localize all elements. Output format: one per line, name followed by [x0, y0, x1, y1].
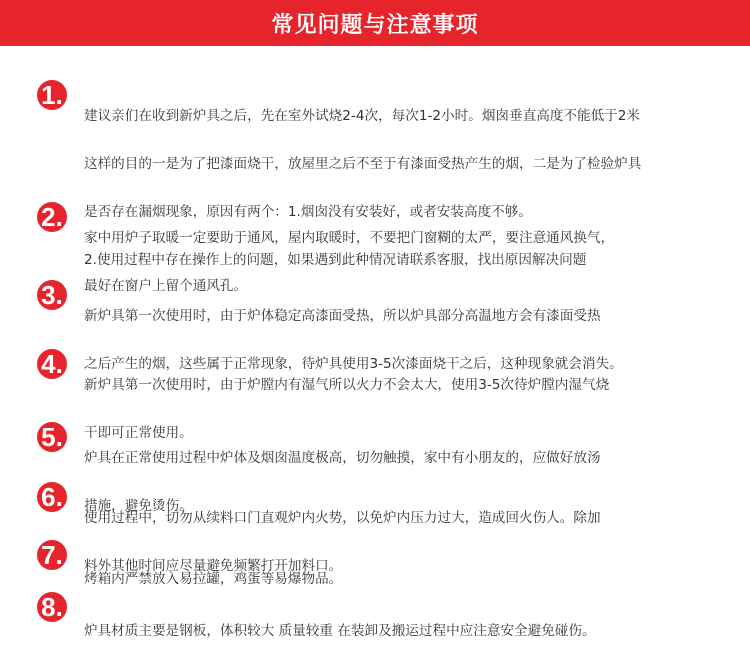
text-line: 烤箱内严禁放入易拉罐，鸡蛋等易爆物品。	[84, 571, 343, 587]
number-badge	[37, 280, 67, 310]
number-badge	[37, 422, 67, 452]
text-line: 料外其他时间应尽量避免频繁打开加料口。	[84, 558, 343, 574]
text-line: 新炉具第一次使用时，由于炉膛内有湿气所以火力不会太大，使用3-5次待炉膛内湿气烧	[84, 377, 610, 393]
text-line: 是否存在漏烟现象，原因有两个：1.烟囱没有安装好，或者安装高度不够。	[84, 204, 532, 220]
text-line: 新炉具第一次使用时，由于炉体稳定高漆面受热，所以炉具部分高温地方会有漆面受热	[84, 308, 601, 324]
text-line: 措施，避免烫伤。	[84, 498, 193, 514]
number-badge-label: 6.	[41, 482, 63, 512]
number-badge	[37, 349, 67, 379]
number-badge-label: 2.	[41, 202, 63, 232]
text-line: 之后产生的烟，这些属于正常现象，待炉具使用3-5次漆面烧干之后，这种现象就会消失。	[84, 356, 623, 372]
text-line: 2.使用过程中存在操作上的问题，如果遇到此种情况请联系客服，找出原因解决问题	[84, 252, 587, 268]
number-badge-label: 4.	[41, 349, 63, 379]
number-badge-label: 3.	[41, 280, 63, 310]
page-title: 常见问题与注意事项	[271, 12, 479, 38]
faq-text	[84, 595, 744, 667]
text-line: 家中用炉子取暖一定要助于通风，屋内取暖时，不要把门窗糊的太严，要注意通风换气，	[84, 230, 615, 246]
number-badge	[37, 540, 67, 570]
number-badge	[37, 202, 67, 232]
number-badge-label: 8.	[41, 592, 63, 622]
number-badge-label: 1.	[41, 80, 63, 110]
number-badge	[37, 592, 67, 622]
title-bar	[0, 0, 750, 46]
text-line: 使用过程中，切勿从续料口门直观炉内火势，以免炉内压力过大，造成回火伤人。除加	[84, 510, 601, 526]
number-badge-label: 5.	[41, 422, 63, 452]
number-badge	[37, 482, 67, 512]
number-badge	[37, 80, 67, 110]
text-line: 最好在窗户上留个通风孔。	[84, 278, 248, 294]
text-line: 建议亲们在收到新炉具之后，先在室外试烧2-4次，每次1-2小时。烟囱垂直高度不能低于2米	[84, 108, 641, 124]
text-line: 炉具在正常使用过程中炉体及烟囱温度极高，切勿触摸，家中有小朋友的，应做好放汤	[84, 450, 601, 466]
number-badge-label: 7.	[41, 540, 63, 570]
text-line: 炉具材质主要是钢板，体积较大 质量较重 在装卸及搬运过程中应注意安全避免碰伤。	[84, 623, 596, 639]
text-line: 这样的目的一是为了把漆面烧干，放屋里之后不至于有漆面受热产生的烟，二是为了检验炉具	[84, 156, 642, 172]
text-line: 干即可正常使用。	[84, 425, 193, 441]
